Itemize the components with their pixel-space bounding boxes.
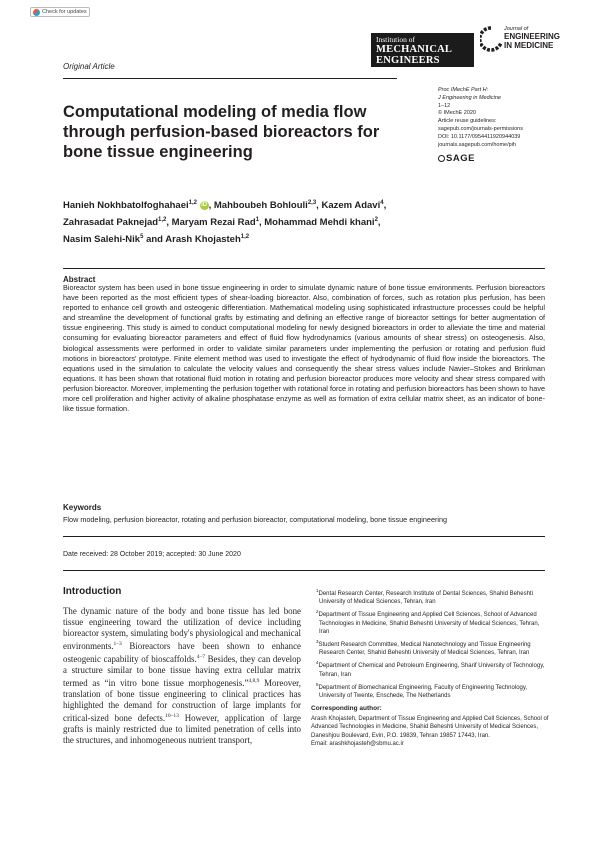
article-metadata [438, 87, 558, 149]
author-affiliation: 4 [380, 200, 384, 206]
citation-ref[interactable]: 1–3 [113, 641, 122, 648]
citation-ref[interactable]: 4,8,9 [248, 678, 260, 685]
journal-of-label: Journal of [504, 26, 529, 32]
intro-text-segment: Moreover, translation of bone tissue engineering to clinical practices has highlighted the demand for construction of large implants for critical-sized bone defects. [63, 678, 301, 724]
author-name[interactable]: Zahrasadat Paknejad [63, 217, 159, 229]
journal-logo [480, 22, 575, 64]
gear-icon [480, 26, 502, 52]
header-rule [63, 78, 397, 79]
keywords-heading: Keywords [63, 503, 102, 512]
sage-logo [438, 153, 475, 164]
sage-logo-text: SAGE [446, 153, 475, 164]
abstract-text: Bioreactor system has been used in bone tissue engineering in order to simulate dynamic nature of bone tissue environments. Perfusion bioreactors have been reported as the most efficient types of shear-loading bioreactor. Also, combination of forces, such as rotation plus perfusion, has been reported to enhance cell growth and osteogenic differentiation. Mathematical modeling using sophisticated infrastructure processes could be helpful and streamline the development of functional grafts by estimating and defining an effective range of bioreactor settings for better augmentation of tissue engineering. This study is aimed to conduct computational modeling for newly designed bioreactors in order to alleviate the time and material consuming for evaluating bioreactor parameters and effect of fluid flow hydrodynamics (various amounts of shear stress) on osteogenesis. Also, biological assessments were performed in order to validate similar parameters under implementing the perfusion or rotating and perfusion fluid motions in bioreactors' prototype. Finite element method was used to investigate the effect of hydrodynamic of fluid flow inside the bioreactors. The equations used in the simulation to calculate the velocity values and consequently the shear stress values include Navier–Stokes and Brinkman equations. It has been shown that rotational fluid motion in rotating and perfusion bioreactor produces more velocity and shear stress compared with perfusion bioreactor. Moreover, implementing the perfusion together with rotational force in rotating and perfusion bioreactors has been shown to have more cell proliferation and higher activity of alkaline phosphatase enzyme as well as formation of extra cellular matrix sheet, as an indicator of bone-like tissue formation. [63, 283, 545, 414]
journal-name [504, 33, 579, 50]
citation-ref[interactable]: 4–7 [196, 654, 205, 661]
journal-citation-2: J Engineering in Medicine [438, 94, 501, 101]
keywords-text: Flow modeling, perfusion bioreactor, rotating and perfusion bioreactor, computational modeling, bone tissue engineering [63, 515, 448, 524]
abstract-heading: Abstract [63, 275, 96, 284]
journal-citation: Proc IMechE Part H: [438, 87, 489, 93]
check-for-updates-label: Check for updates [42, 9, 87, 15]
orcid-icon[interactable]: iD [201, 202, 208, 209]
page-range: 1–12 [438, 102, 451, 109]
author-name[interactable]: Kazem Adavi [321, 200, 381, 212]
author-affiliation: 1 [255, 217, 259, 224]
copyright: © IMechE 2020 [438, 110, 476, 117]
affiliations [311, 587, 549, 748]
section-rule [63, 570, 545, 571]
author-affiliation: 2,3 [307, 200, 317, 206]
affiliation-number: 2 [316, 609, 319, 615]
author-affiliation: 1,2 [240, 234, 250, 241]
article-title: Computational modeling of media flow through perfusion-based bioreactors for bone tissue engineering [63, 103, 380, 161]
affiliation-text: Student Research Committee, Medical Nanotechnology and Tissue Engineering Research Center, Shahid Beheshti University of Medical Sciences, Tehran, Iran [318, 642, 531, 657]
corresponding-author-email[interactable]: Email: arashkhojasteh@sbmu.ac.ir [311, 740, 404, 747]
reuse-guidelines-link[interactable]: sagepub.com/journals-permissions [438, 125, 523, 132]
reuse-guidelines-label: Article reuse guidelines: [438, 118, 497, 125]
citation-ref[interactable]: 10–13 [165, 713, 179, 720]
intro-text-segment: The dynamic nature of the body and bone tissue has led bone tissue engineering toward the utilization of device including bioreactor system, simulating body's physiological and mechanical environments. [63, 606, 301, 652]
affiliation-text: Department of Chemical and Petroleum Engineering, Sharif University of Technology, Tehran, Iran [318, 663, 545, 678]
intro-text-segment: Bioreactors have been shown to enhance osteogenic capability of bioscaffolds. [63, 641, 301, 665]
imeche-logo [371, 33, 474, 67]
author-affiliation: 2 [374, 217, 378, 224]
corresponding-author-text: Arash Khojasteh, Department of Tissue Engineering and Applied Cell Sciences, School of Advanced Technologies in Medicine, Shahid Beheshti University of Medical Sciences, Daneshjou Boulevard, Evin, P.O. 19839, Tehran 19857 17443, Iran. [311, 715, 549, 739]
section-rule [63, 536, 545, 537]
affiliation-number: 3 [316, 639, 319, 645]
imeche-logo-line3: ENGINEERS [376, 55, 440, 66]
corresponding-author-heading: Corresponding author: [311, 705, 382, 713]
author-affiliation: 1,2 [188, 200, 197, 206]
journal-name-line1: ENGINEERING [504, 32, 561, 41]
affiliation-text: Dental Research Center, Research Institute of Dental Sciences, Shahid Beheshti University of Medical Sciences, Tehran, Iran [318, 591, 533, 606]
imeche-logo-line2: MECHANICAL [376, 44, 453, 55]
article-type: Original Article [63, 62, 115, 71]
introduction-paragraph [63, 606, 301, 746]
intro-text-segment: Besides, they can develop a structure similar to bone tissue having extra cellular matrix termed as “in vitro bone tissue morphogenesis.” [63, 654, 301, 689]
section-rule [63, 268, 545, 269]
author-affiliation: 5 [140, 234, 144, 241]
author-name[interactable]: Mohammad Mehdi khani [264, 217, 375, 229]
journal-name-line2: IN MEDICINE [504, 40, 554, 50]
check-for-updates-badge[interactable] [30, 7, 90, 17]
author-affiliation: 1,2 [158, 217, 167, 224]
author-name[interactable]: Mahboubeh Bohlouli [213, 200, 308, 212]
affiliation-text: Department of Biomechanical Engineering, Faculty of Engineering Technology, University of Twente, Enschede, The Netherlands [318, 684, 528, 700]
author-name[interactable]: Hanieh Nokhbatolfoghahaei [63, 200, 189, 212]
author-name[interactable]: Arash Khojasteh [165, 234, 241, 246]
affiliation-item [311, 587, 549, 607]
intro-text-segment: However, application of large grafts is mainly restricted due to limited penetration of cells into the structures, and inhomogeneous nutrient transport, [63, 713, 301, 746]
date-received: Date received: 28 October 2019; accepted: 30 June 2020 [63, 551, 241, 558]
sage-circle-icon [438, 155, 445, 162]
affiliation-number: 5 [316, 681, 319, 687]
author-name[interactable]: Nasim Salehi-Nik [63, 234, 141, 246]
affiliation-item [311, 608, 549, 636]
author-name[interactable]: Maryam Rezai Rad [171, 217, 256, 229]
affiliation-number: 4 [316, 660, 319, 666]
affiliation-item [311, 659, 549, 679]
affiliation-item [311, 638, 549, 658]
doi[interactable]: DOI: 10.1177/0954411920944039 [438, 133, 521, 140]
affiliation-item [311, 681, 549, 701]
journal-url[interactable]: journals.sagepub.com/home/pih [438, 141, 516, 148]
affiliation-number: 1 [316, 588, 319, 593]
introduction-heading: Introduction [63, 586, 122, 597]
author-list: Hanieh Nokhbatolfoghahaei$^{1,2}$ iD , Mahboubeh Bohlouli$^{2,3}$, Kazem Adavi$^4$, Zahrasadat Paknejad$^{1,2}$, Maryam Rezai Rad$^1$, Mohammad Mehdi khani$^2$, Nasim Salehi-Nik$^5$ and Arash Khojasteh$^{1,2}$ [63, 200, 387, 246]
crossmark-icon [33, 9, 40, 16]
imeche-logo-line1: Institution of [376, 35, 415, 44]
affiliation-text: Department of Tissue Engineering and Applied Cell Sciences, School of Advanced Technologies in Medicine, Shahid Beheshti University of Medical Sciences, Tehran, Iran [318, 612, 540, 635]
